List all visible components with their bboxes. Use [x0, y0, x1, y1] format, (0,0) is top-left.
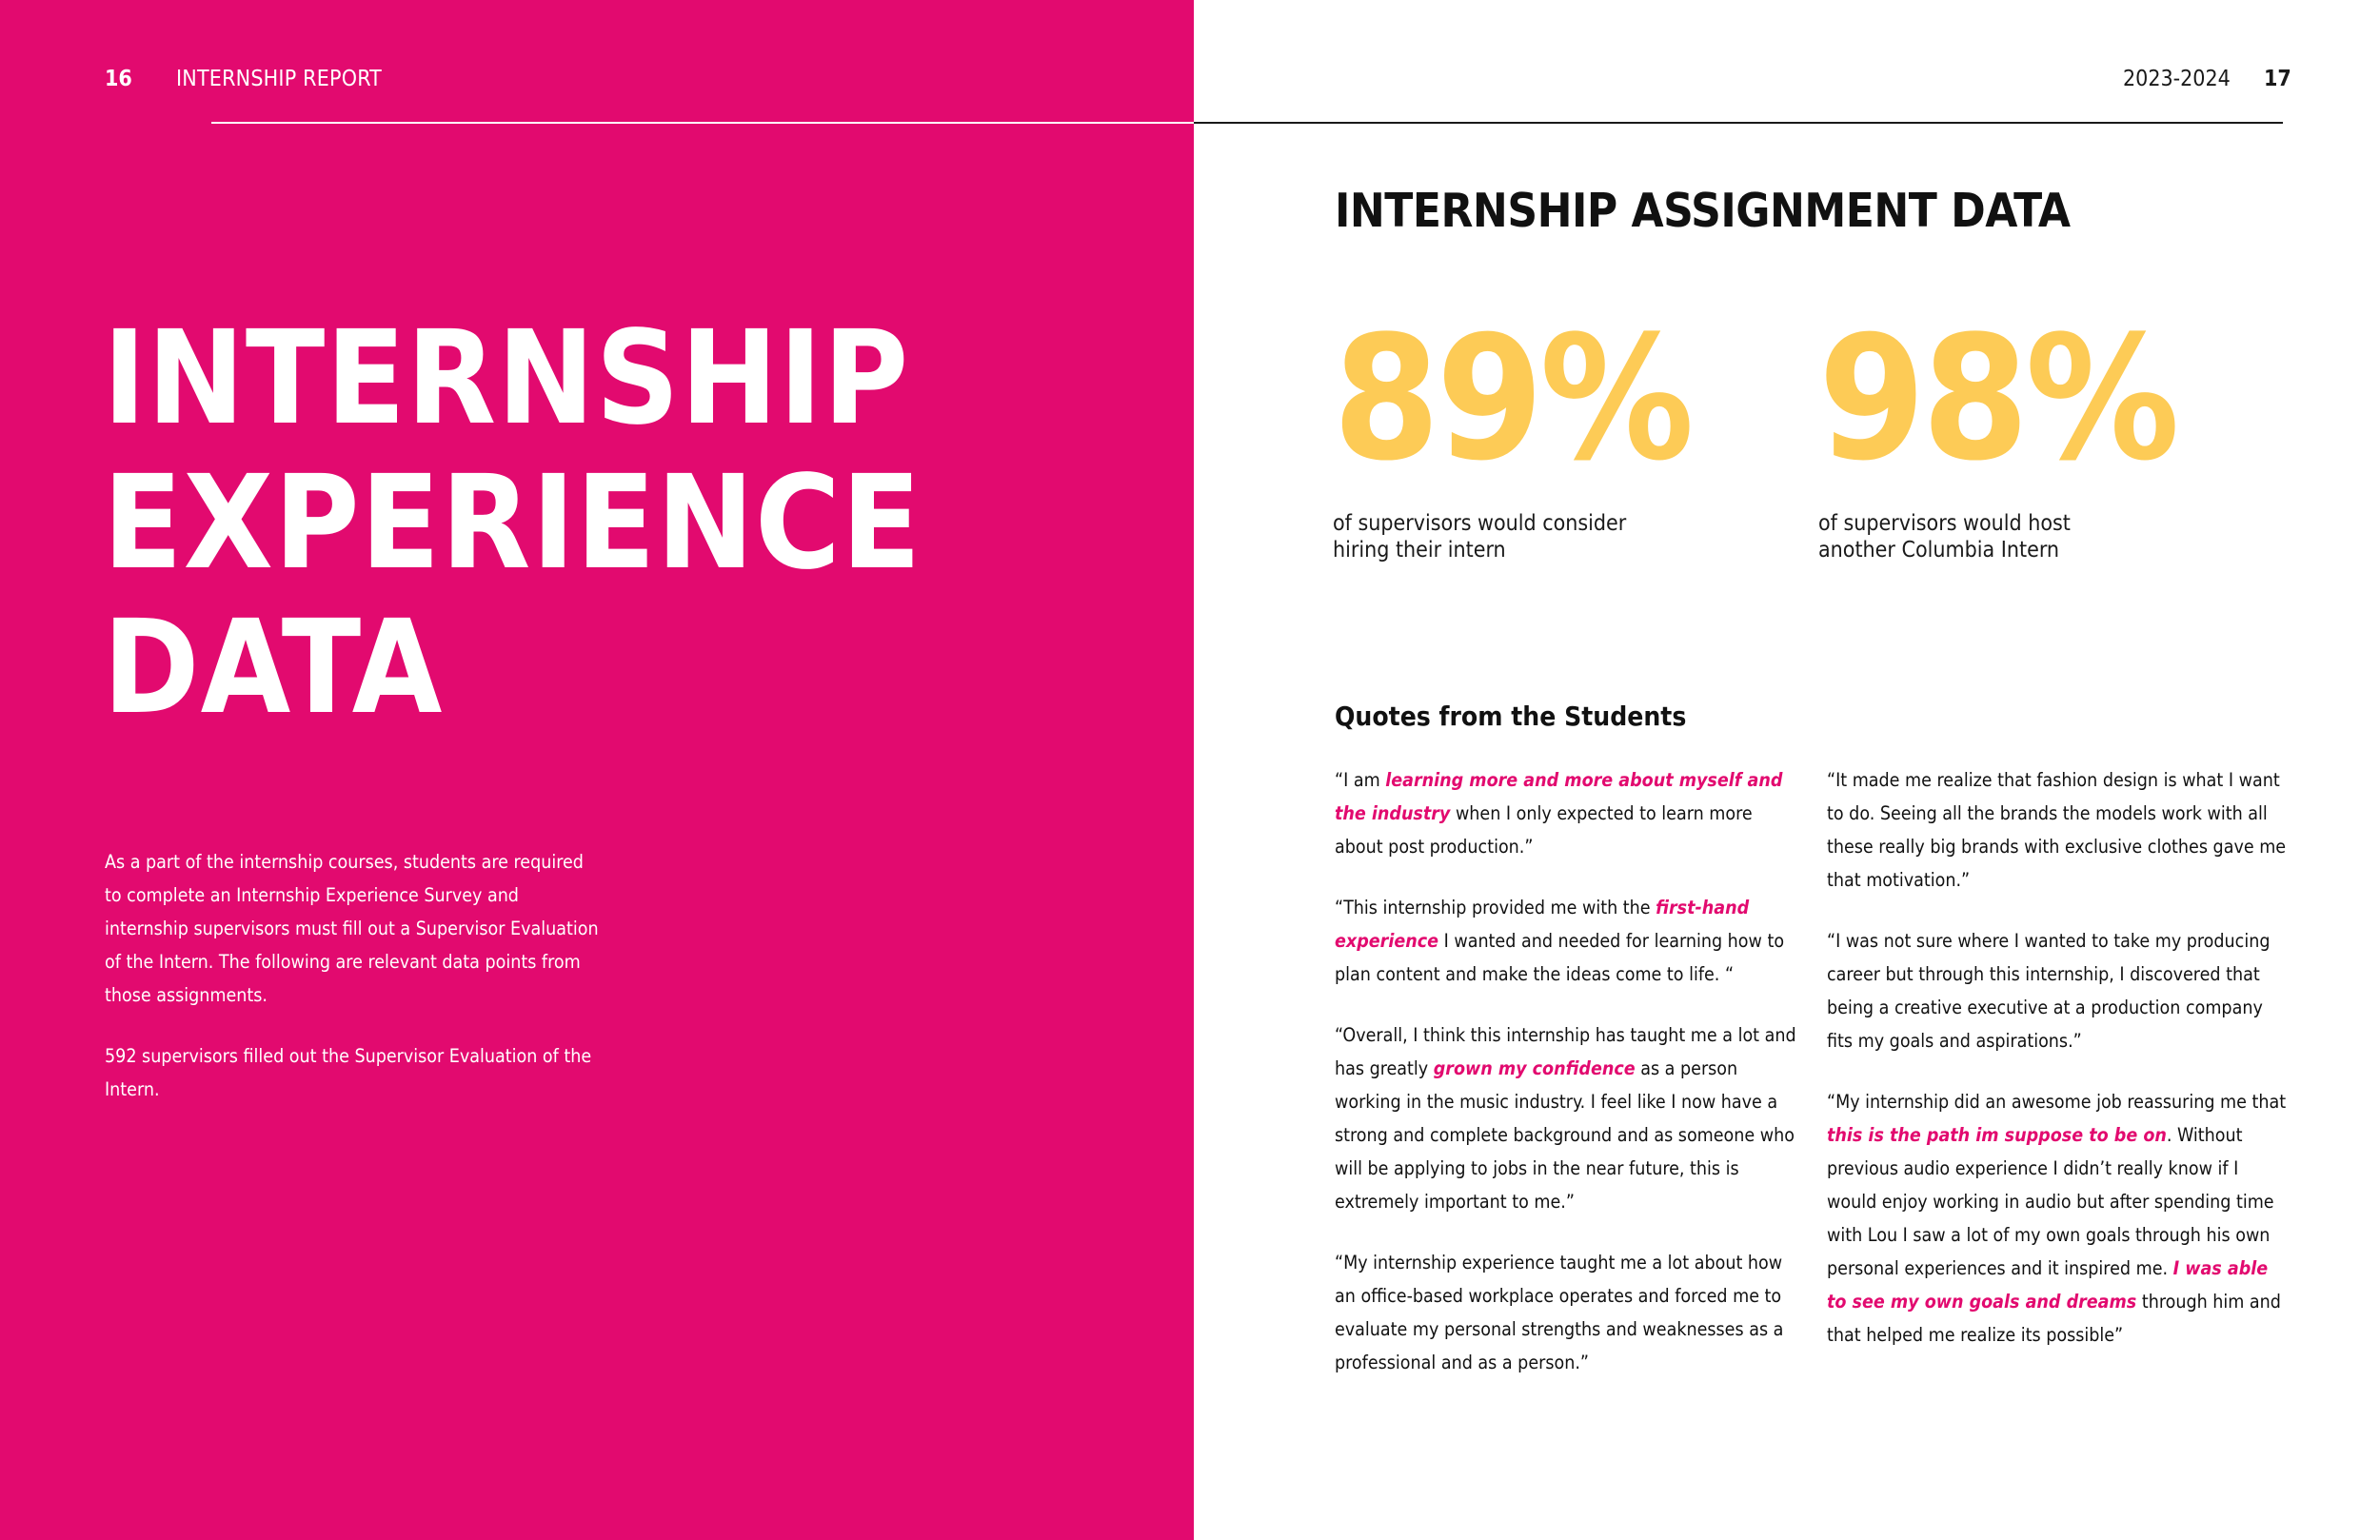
quote-text: “My internship did an awesome job reassuring me that [1827, 1091, 2287, 1113]
quote-highlight: grown my confidence [1433, 1057, 1636, 1079]
stat-caption: of supervisors would host another Columbia Intern [1818, 511, 2071, 563]
page-title [103, 304, 922, 743]
intro-text [105, 845, 600, 1134]
student-quote [1827, 763, 2290, 897]
quote-text: “This internship provided me with the [1335, 897, 1656, 918]
quote-highlight: I was able to see my own goals and dreams [1827, 1257, 2269, 1313]
header-divider-right [1194, 122, 2283, 124]
running-title: INTERNSHIP REPORT [176, 67, 382, 91]
quote-highlight: this is the path im suppose to be on [1827, 1124, 2167, 1146]
quote-text: “Overall, I think this internship has taught me a lot and has greatly [1335, 1024, 1796, 1079]
quote-text: I wanted and needed for learning how to plan content and make the ideas come to life. “ [1335, 930, 1785, 985]
student-quote [1335, 763, 1797, 863]
stat-value: 89% [1333, 300, 1691, 499]
section-title: INTERNSHIP ASSIGNMENT DATA [1335, 184, 2071, 238]
quote-highlight: first-hand experience [1335, 897, 1750, 952]
title-line: INTERNSHIP [103, 304, 910, 454]
title-line: EXPERIENCE [103, 448, 922, 599]
quotes-column-left [1335, 763, 1797, 1407]
stat-caption: of supervisors would consider hiring their intern [1333, 511, 1627, 563]
quote-text: . Without previous audio experience I didn’t really know if I would enjoy working in audio but after spending time with Lou I saw a lot of my own goals through his own personal experiences and it inspired me. [1827, 1124, 2274, 1279]
quote-text: when I only expected to learn more about post production.” [1335, 802, 1753, 858]
intro-paragraph: As a part of the internship courses, students are required to complete an Internship Experience Survey and internship supervisors must fill out a Supervisor Evaluation of the Intern. The following are relevant data points from those assignments. [105, 851, 599, 1006]
quote-text: as a person working in the music industry. I feel like I now have a strong and complete background and as someone who will be applying to jobs in the near future, this is extremely important to me.” [1335, 1057, 1795, 1213]
stat-value: 98% [1818, 300, 2176, 499]
quote-highlight: learning more and more about myself and the industry [1335, 769, 1783, 824]
quotes-heading: Quotes from the Students [1335, 701, 1687, 732]
title-line: DATA [103, 593, 444, 743]
student-quote [1335, 1018, 1797, 1218]
student-quote [1827, 924, 2290, 1057]
header-divider-left [211, 122, 1194, 124]
student-quote [1335, 891, 1797, 991]
stat-host-intern [1818, 300, 2176, 563]
student-quote [1335, 1246, 1797, 1379]
quote-text: through him and that helped me realize its possible” [1827, 1291, 2281, 1346]
report-year: 2023-2024 [2123, 67, 2231, 91]
quote-text: “It made me realize that fashion design is what I want to do. Seeing all the brands the models work with all these really big brands with exclusive clothes gave me that motivation.” [1827, 769, 2287, 891]
student-quote [1827, 1085, 2290, 1352]
right-page-number: 17 [2264, 67, 2291, 91]
quote-text: “My internship experience taught me a lot about how an office-based workplace operates and forced me to evaluate my personal strengths and weaknesses as a professional and as a person.” [1335, 1252, 1784, 1373]
quotes-column-right [1827, 763, 2290, 1379]
supervisor-count-paragraph: 592 supervisors filled out the Supervisor Evaluation of the Intern. [105, 1045, 592, 1100]
left-page-number: 16 [105, 67, 132, 91]
stat-hire-intern [1333, 300, 1691, 563]
quote-text: “I was not sure where I wanted to take my producing career but through this internship, I discovered that being a creative executive at a production company fits my goals and aspirations.” [1827, 930, 2271, 1052]
quote-text: “I am [1335, 769, 1386, 791]
